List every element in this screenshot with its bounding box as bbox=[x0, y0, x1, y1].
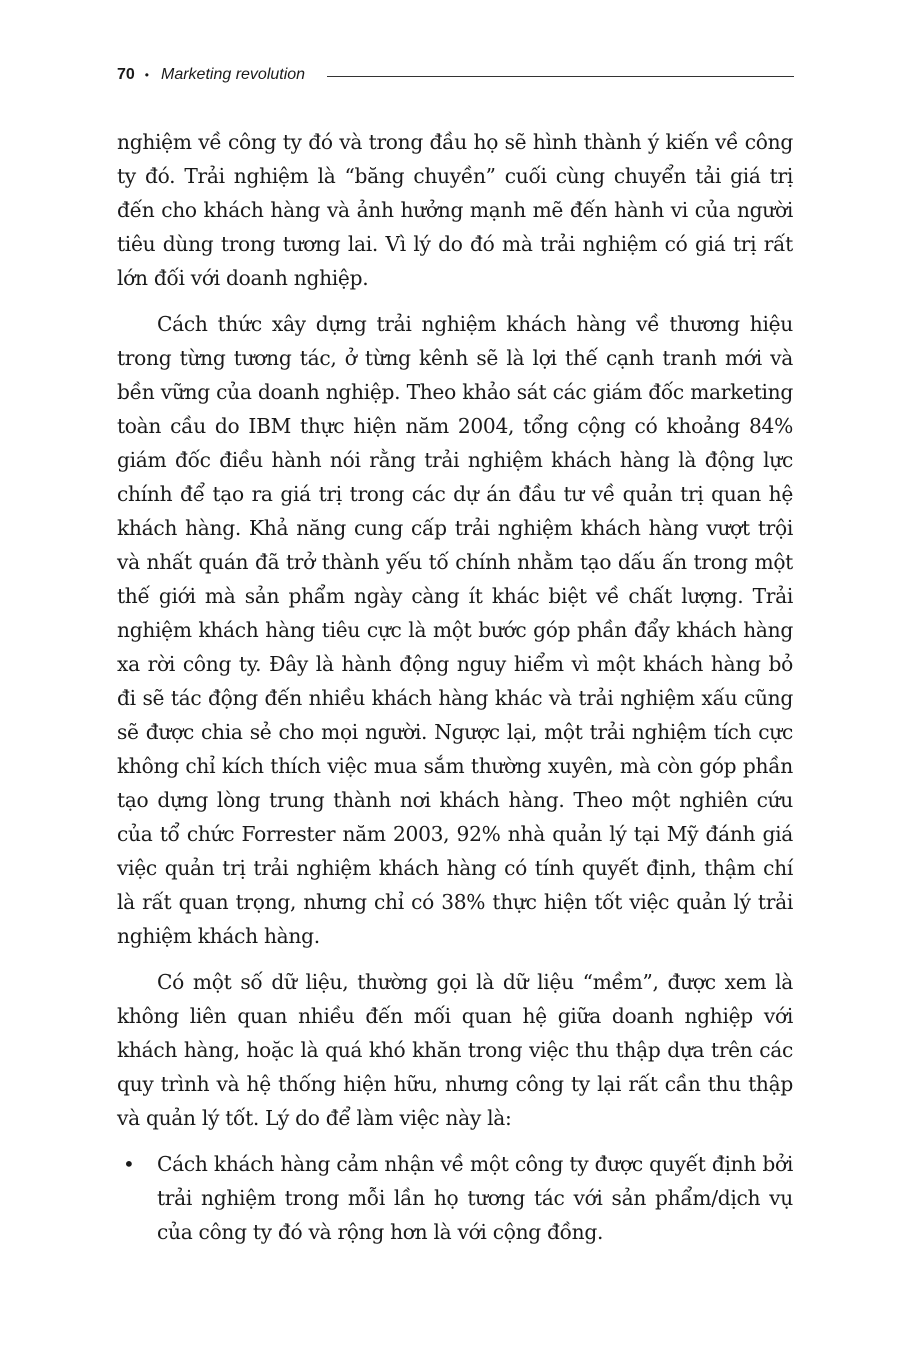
paragraph: Có một số dữ liệu, thường gọi là dữ liệu “mềm”, được xem là không liên quan nhiều đến mối quan hệ giữa doanh nghiệp với khách hàng, hoặc là quá khó khăn trong việc thu thập dựa trên các quy trình và hệ thống hiện hữu, nhưng công ty lại rất cần thu thập và quản lý tốt. Lý do để làm việc này là: bbox=[117, 970, 793, 1130]
running-header bbox=[117, 64, 794, 86]
running-title: Marketing revolution bbox=[161, 66, 306, 83]
header-separator-icon: • bbox=[144, 68, 149, 82]
paragraph-continued: nghiệm về công ty đó và trong đầu họ sẽ hình thành ý kiến về công ty đó. Trải nghiệm là “băng chuyền” cuối cùng chuyển tải giá trị đến cho khách hàng và ảnh hưởng mạnh mẽ đến hành vi của người tiêu dùng trong tương lai. Vì lý do đó mà trải nghiệm có giá trị rất lớn đối với doanh nghiệp. bbox=[117, 130, 793, 290]
header-rule bbox=[327, 76, 794, 77]
body-text bbox=[117, 125, 793, 1249]
list-item bbox=[123, 1147, 793, 1249]
bullet-list bbox=[117, 1147, 793, 1249]
paragraph: Cách thức xây dựng trải nghiệm khách hàng về thương hiệu trong từng tương tác, ở từng kênh sẽ là lợi thế cạnh tranh mới và bền vững của doanh nghiệp. Theo khảo sát các giám đốc marketing toàn cầu do IBM thực hiện năm 2004, tổng cộng có khoảng 84% giám đốc điều hành nói rằng trải nghiệm khách hàng là động lực chính để tạo ra giá trị trong các dự án đầu tư về quản trị quan hệ khách hàng. Khả năng cung cấp trải nghiệm khách hàng vượt trội và nhất quán đã trở thành yếu tố chính nhằm tạo dấu ấn trong một thế giới mà sản phẩm ngày càng ít khác biệt về chất lượng. Trải nghiệm khách hàng tiêu cực là một bước góp phần đẩy khách hàng xa rời công ty. Đây là hành động nguy hiểm vì một khách hàng bỏ đi sẽ tác động đến nhiều khách hàng khác và trải nghiệm xấu cũng sẽ được chia sẻ cho mọi người. Ngược lại, một trải nghiệm tích cực không chỉ kích thích việc mua sắm thường xuyên, mà còn góp phần tạo dựng lòng trung thành nơi khách hàng. Theo một nghiên cứu của tổ chức Forrester năm 2003, 92% nhà quản lý tại Mỹ đánh giá việc quản trị trải nghiệm khách hàng có tính quyết định, thậm chí là rất quan trọng, nhưng chỉ có 38% thực hiện tốt việc quản lý trải nghiệm khách hàng. bbox=[117, 312, 793, 948]
page-number: 70 bbox=[117, 66, 135, 83]
bullet-icon: • bbox=[123, 1152, 135, 1176]
list-item-text: Cách khách hàng cảm nhận về một công ty được quyết định bởi trải nghiệm trong mỗi lần họ tương tác với sản phẩm/dịch vụ của công ty đó và rộng hơn là với cộng đồng. bbox=[157, 1152, 793, 1244]
